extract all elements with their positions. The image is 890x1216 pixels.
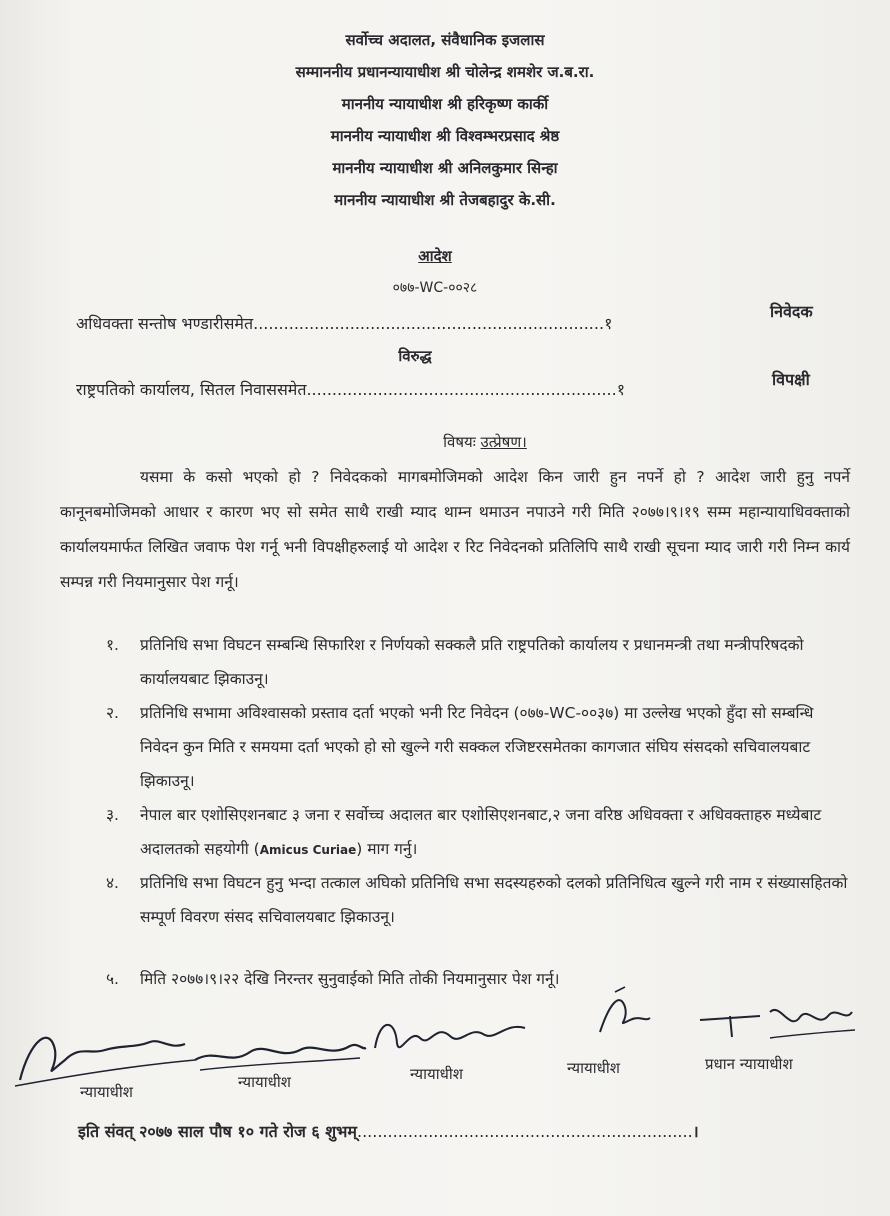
respondent-row: राष्ट्रपतिको कार्यालय, सितल निवाससमेत.............................................................१	[76, 380, 626, 399]
justice-line: माननीय न्यायाधीश श्री अनिलकुमार सिन्हा	[332, 159, 558, 177]
signature-block	[0, 1000, 890, 1101]
order-item	[106, 696, 852, 798]
item-text-end: ) माग गर्नु।	[356, 840, 418, 858]
justice-line: माननीय न्यायाधीश श्री हरिकृष्ण कार्की	[341, 95, 549, 113]
signature-label: न्यायाधीश	[80, 1083, 133, 1101]
order-item	[106, 962, 852, 996]
order-body: यसमा के कसो भएको हो ? निवेदकको मागबमोजिमको आदेश किन जारी हुन नपर्ने हो ? आदेश जारी हुनु नपर्ने कानूनबमोजिमको आधार र कारण भए सो समेत साथै राखी म्याद थाम्न थमाउन नपाउने गरी मिति २०७७।९।१९ सम्म महान्यायाधिवक्ताको कार्यालयमार्फत लिखित जवाफ पेश गर्नू भनी विपक्षीहरुलाई यो आदेश र रिट निवेदनको प्रतिलिपि साथै राखी सूचना म्याद जारी गरी निम्न कार्य सम्पन्न गरी नियमानुसार पेश गर्नू।	[60, 468, 850, 591]
footer-end-mark: ।	[692, 1122, 699, 1141]
respondent-role: विपक्षी	[772, 370, 810, 389]
versus-label: विरुद्ध	[398, 347, 432, 365]
item-text: नेपाल बार एशोसिएशनबाट ३ जना र सर्वोच्च अदालत बार एशोसिएशनबाट,२ जना वरिष्ठ अधिवक्ता र अधिवक्ताहरु मध्येबाट अदालतको सहयोगी (	[140, 806, 822, 858]
footer-date-line: इति संवत् २०७७ साल पौष १० गते रोज ६ शुभम्..................................................................।	[78, 1122, 699, 1141]
court-bench-line: सर्वोच्च अदालत, संवैधानिक इजलास	[345, 31, 545, 49]
petitioner-row: अधिवक्ता सन्तोष भण्डारीसमेत.....................................................................१	[76, 314, 613, 333]
signature-label: न्यायाधीश	[238, 1073, 291, 1091]
petitioner-name: अधिवक्ता सन्तोष भण्डारीसमेत	[76, 314, 254, 333]
order-title: आदेश	[418, 247, 452, 265]
item-number: २.	[106, 704, 119, 722]
item-number: ४.	[106, 874, 119, 892]
item-text: प्रतिनिधि सभामा अविश्वासको प्रस्ताव दर्ता भएको भनी रिट निवेदन (०७७-WC-००३७) मा उल्लेख भएको हुँदा सो सम्बन्धि निवेदन कुन मिति र समयमा दर्ता भएको हो सो खुल्ने गरी सक्कल रजिष्टरसमेतका कागजात संघिय संसदको सचिवालयबाट झिकाउनू।	[140, 704, 814, 790]
subject-text: उत्प्रेषण।	[480, 433, 527, 451]
signature-4-icon	[585, 982, 655, 1052]
order-item	[106, 798, 852, 867]
subject-row	[40, 432, 890, 452]
signature-1-icon	[10, 1020, 200, 1090]
order-item	[106, 866, 852, 934]
signature-label: प्रधान न्यायाधीश	[705, 1055, 793, 1073]
signature-label: न्यायाधीश	[567, 1059, 620, 1077]
subject-label: विषयः	[443, 433, 476, 451]
item-number: ५.	[106, 970, 119, 988]
justice-line: माननीय न्यायाधीश श्री तेजबहादुर के.सी.	[334, 191, 556, 209]
item-text: प्रतिनिधि सभा विघटन हुनु भन्दा तत्काल अघिको प्रतिनिधि सभा सदस्यहरुको दलको प्रतिनिधित्व खुल्ने गरी नाम र संख्यासहितको सम्पूर्ण विवरण संसद सचिवालयबाट झिकाउनू।	[140, 874, 848, 926]
petitioner-count: १	[604, 314, 613, 333]
item-number: ३.	[106, 806, 119, 824]
respondent-name: राष्ट्रपतिको कार्यालय, सितल निवाससमेत	[76, 380, 307, 399]
petitioner-role: निवेदक	[770, 302, 813, 321]
signature-5-icon	[690, 992, 860, 1052]
item-text: प्रतिनिधि सभा विघटन सम्बन्धि सिफारिश र निर्णयको सक्कलै प्रति राष्ट्रपतिको कार्यालय र प्रधानमन्त्री तथा मन्त्रीपरिषदको कार्यालयबाट झिकाउनू।	[140, 636, 804, 688]
order-item	[106, 628, 852, 696]
item-number: १.	[106, 636, 119, 654]
footer-text: इति संवत् २०७७ साल पौष १० गते रोज ६ शुभम्	[78, 1122, 357, 1141]
signature-label: न्यायाधीश	[410, 1065, 463, 1083]
signature-3-icon	[365, 1008, 535, 1068]
chief-justice-line: सम्माननीय प्रधानन्यायाधीश श्री चोलेन्द्र शमशेर ज.ब.रा.	[295, 63, 595, 81]
amicus-curiae-term: Amicus Curiae	[259, 843, 357, 857]
justice-line: माननीय न्यायाधीश श्री विश्वम्भरप्रसाद श्रेष्ठ	[330, 127, 560, 145]
respondent-count: १	[616, 380, 626, 399]
case-number: ०७७-WC-००२८	[392, 280, 478, 296]
item-text: मिति २०७७।९।२२ देखि निरन्तर सुनुवाईको मिति तोकी नियमानुसार पेश गर्नू।	[140, 970, 560, 988]
